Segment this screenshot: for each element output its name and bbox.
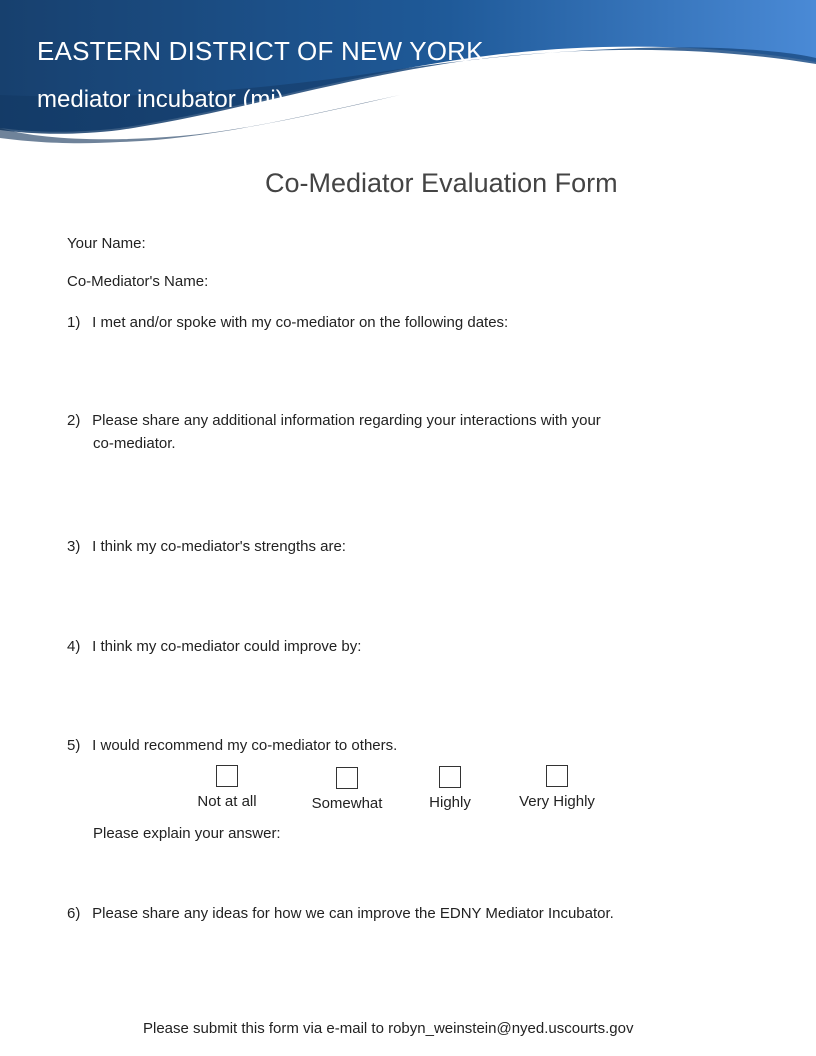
checkbox-label: Somewhat — [311, 795, 383, 812]
checkbox-label: Very Highly — [519, 793, 595, 810]
question-number: 2) — [67, 412, 81, 429]
question-text: I think my co-mediator's strengths are: — [92, 538, 346, 555]
question-text: Please share any additional information regarding your interactions with your — [92, 412, 601, 429]
header-wave-graphic — [0, 0, 816, 145]
header-district-title: EASTERN DISTRICT OF NEW YORK — [37, 36, 484, 66]
question-number: 5) — [67, 737, 81, 754]
question-number: 3) — [67, 538, 81, 555]
question-6 — [67, 902, 614, 925]
recommend-option-somewhat[interactable] — [300, 767, 394, 812]
question-4 — [67, 635, 361, 658]
header-program-subtitle: mediator incubator (mi) — [37, 86, 284, 113]
question-text-continued: co-mediator. — [93, 435, 176, 452]
question-number: 1) — [67, 314, 81, 331]
question-1 — [67, 311, 508, 334]
checkbox[interactable] — [546, 765, 568, 787]
question-text: I think my co-mediator could improve by: — [92, 638, 362, 655]
form-title: Co-Mediator Evaluation Form — [265, 168, 618, 198]
explain-answer-label: Please explain your answer: — [93, 825, 281, 842]
question-2 — [67, 409, 601, 455]
question-5 — [67, 734, 397, 757]
recommend-option-very-highly[interactable] — [510, 765, 604, 810]
submission-instructions: Please submit this form via e-mail to robyn_weinstein@nyed.uscourts.gov — [143, 1020, 634, 1037]
recommend-option-not-at-all[interactable] — [180, 765, 274, 810]
question-number: 4) — [67, 638, 81, 655]
checkbox[interactable] — [439, 766, 461, 788]
co-mediator-name-field-label: Co-Mediator's Name: — [67, 273, 209, 290]
checkbox[interactable] — [216, 765, 238, 787]
question-text: Please share any ideas for how we can improve the EDNY Mediator Incubator. — [92, 905, 614, 922]
header-banner — [0, 0, 816, 145]
your-name-field-label: Your Name: — [67, 235, 146, 252]
question-text: I met and/or spoke with my co-mediator on the following dates: — [92, 314, 509, 331]
checkbox-label: Not at all — [197, 793, 257, 810]
checkbox[interactable] — [336, 767, 358, 789]
question-number: 6) — [67, 905, 81, 922]
question-text: I would recommend my co-mediator to others. — [92, 737, 398, 754]
question-3 — [67, 535, 346, 558]
checkbox-label: Highly — [429, 794, 471, 811]
recommend-option-highly[interactable] — [410, 766, 490, 811]
